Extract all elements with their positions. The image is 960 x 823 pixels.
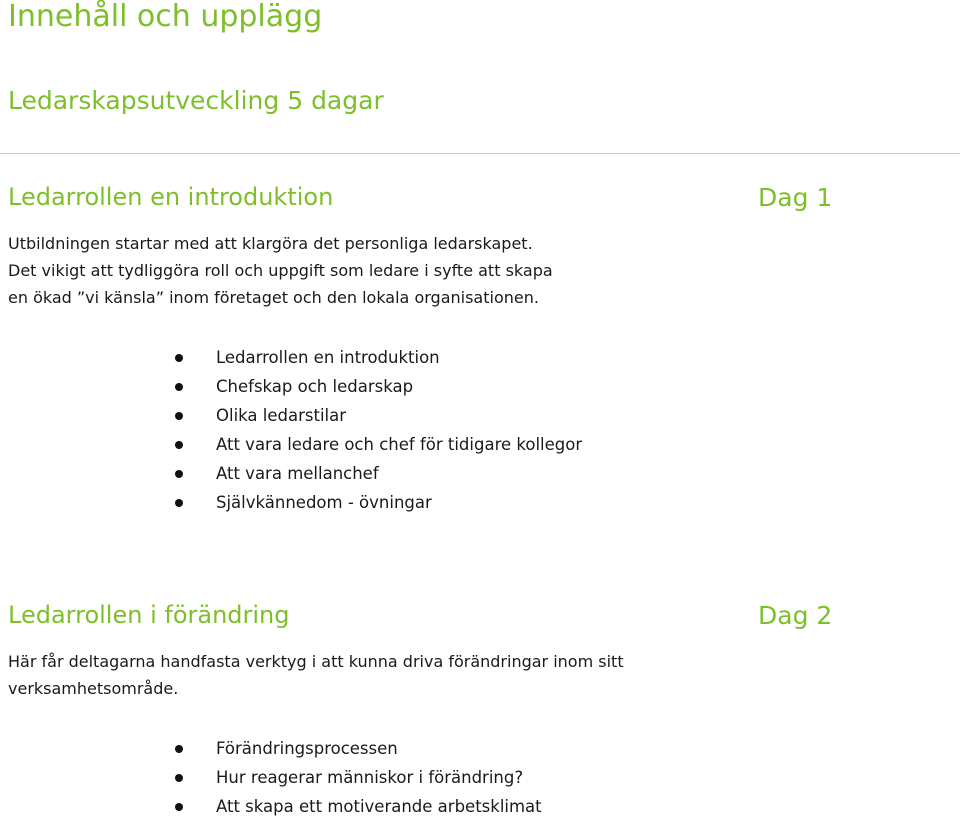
intro-line: Utbildningen startar med att klargöra det personliga ledarskapet. bbox=[8, 234, 533, 253]
intro-line: Här får deltagarna handfasta verktyg i att kunna driva förändringar inom sitt bbox=[8, 652, 624, 671]
day-label-2: Dag 2 bbox=[758, 601, 833, 630]
section-title-day1: Ledarrollen en introduktion bbox=[8, 183, 334, 211]
intro-line: en ökad ”vi känsla” inom företaget och den lokala organisationen. bbox=[8, 288, 539, 307]
page-subtitle: Ledarskapsutveckling 5 dagar bbox=[8, 86, 384, 115]
section-title-day2: Ledarrollen i förändring bbox=[8, 601, 290, 629]
bullet-icon bbox=[175, 774, 183, 782]
intro-line: Det vikigt att tydliggöra roll och uppgift som ledare i syfte att skapa bbox=[8, 261, 553, 280]
bullet-icon bbox=[175, 383, 183, 391]
bullet-icon bbox=[175, 499, 183, 507]
divider bbox=[0, 153, 960, 154]
section-intro-day2 bbox=[8, 648, 624, 702]
page-title: Innehåll och upplägg bbox=[8, 0, 323, 34]
intro-line: verksamhetsområde. bbox=[8, 679, 179, 698]
bullet-icon bbox=[175, 412, 183, 420]
bullet-icon bbox=[175, 470, 183, 478]
day-label-1: Dag 1 bbox=[758, 183, 833, 212]
bullet-icon bbox=[175, 803, 183, 811]
bullet-icon bbox=[175, 354, 183, 362]
bullet-icon bbox=[175, 441, 183, 449]
bullet-icon bbox=[175, 745, 183, 753]
section-intro-day1 bbox=[8, 230, 553, 311]
